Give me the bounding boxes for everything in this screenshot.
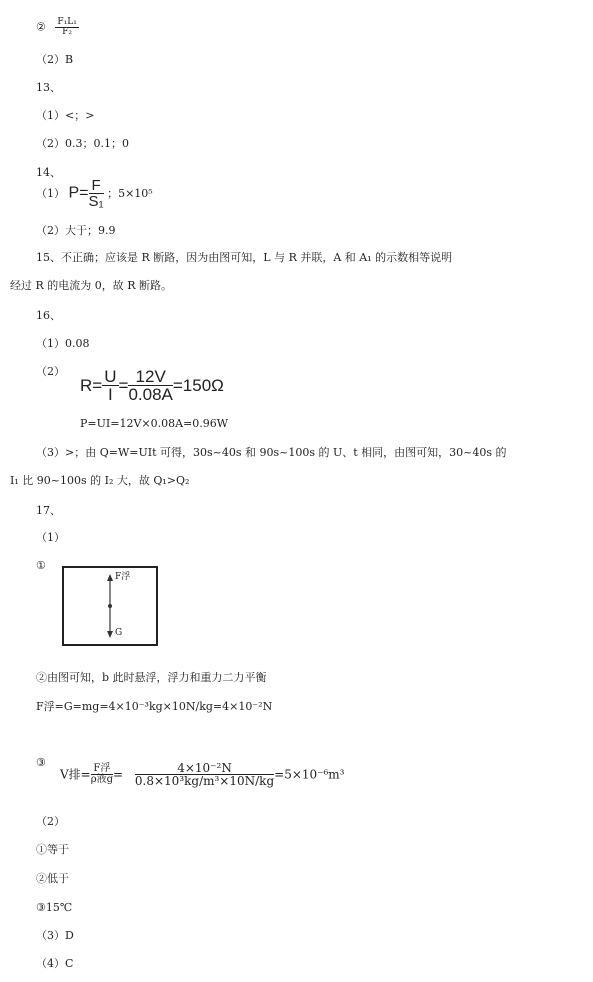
answer-label: （1） — [36, 531, 65, 544]
question-number: 14、 — [36, 166, 61, 179]
formula-lhs: P= — [68, 184, 89, 202]
arrow-up-icon — [107, 574, 113, 581]
formula-lhs: V排= — [60, 767, 91, 782]
fraction-numerator: F浮 — [91, 764, 113, 775]
answer-line: （3）D — [36, 929, 74, 942]
arrow-down-icon — [107, 631, 113, 638]
fraction-denominator: 0.8×10³kg/m³×10N/kg — [134, 774, 275, 788]
formula-lhs: R= — [80, 376, 103, 395]
buoyancy-label: F浮 — [115, 572, 131, 582]
formula-result: =150Ω — [172, 376, 224, 395]
answer-line: （4）C — [36, 957, 74, 970]
answer-line: ③15℃ — [36, 901, 73, 914]
formula-line: F浮=G=mg=4×10⁻³kg×10N/kg=4×10⁻²N — [36, 700, 273, 713]
question-number: 17、 — [36, 504, 61, 517]
paragraph-line: 经过 R 的电流为 0，故 R 断路。 — [10, 279, 173, 292]
formula-line: V排= $\frac{\text{F浮}}{\text{ρ液g}}$ = $\frac{\text{4×10⁻²N}}{\text{0.8×10³kg/m³×10N/kg}}$ =5×10⁻⁶m³ — [60, 761, 345, 788]
question-number: 16、 — [36, 309, 61, 322]
answer-line: （2）B — [36, 53, 74, 66]
answer-line: ①等于 — [36, 843, 69, 856]
fraction-denominator: F₂ — [62, 27, 73, 37]
answer-label: （1） — [36, 187, 65, 200]
circle-number: ③ — [36, 756, 46, 769]
answer-line: （1）<；> — [36, 109, 95, 122]
gravity-label: G — [115, 628, 123, 638]
fraction — [89, 178, 104, 209]
paragraph-line: 15、不正确；应该是 R 断路，因为由图可知，L 与 R 并联，A 和 A₁ 的示数相等说明 — [36, 251, 453, 264]
fraction-denominator: ρ液g — [90, 774, 114, 785]
fraction-denominator: I — [107, 385, 113, 404]
answer-label: （2） — [36, 365, 65, 378]
fraction-numerator: 12V — [128, 368, 172, 386]
force-diagram — [64, 568, 156, 644]
circle-number: ② — [36, 20, 46, 34]
formula-line — [36, 178, 153, 209]
answer-line: （2）大于；9.9 — [36, 224, 116, 237]
formula-line: P=UI=12V×0.08A=0.96W — [80, 417, 229, 430]
fraction — [91, 764, 113, 785]
answer-line: （1）0.08 — [36, 337, 90, 350]
formula-tail: ；5×10⁵ — [107, 187, 153, 200]
fraction-numerator: F₁L₁ — [57, 17, 77, 27]
answer-line-1 — [36, 18, 79, 37]
object-point — [108, 604, 112, 608]
paragraph-line: ②由图可知，b 此时悬浮，浮力和重力二力平衡 — [36, 671, 267, 684]
question-number: 13、 — [36, 81, 61, 94]
fraction-denominator: 0.08A — [128, 385, 173, 404]
fraction — [102, 368, 118, 403]
force-diagram-box — [62, 566, 158, 646]
answer-line: ②低于 — [36, 872, 69, 885]
fraction-numerator: U — [104, 367, 117, 386]
fraction-numerator: F — [89, 178, 104, 194]
paragraph-line: I₁ 比 90~100s 的 I₂ 大，故 Q₁>Q₂ — [10, 474, 190, 487]
fraction-numerator: 4×10⁻²N — [135, 762, 274, 775]
fraction-denominator: S₁ — [88, 193, 104, 210]
fraction — [135, 762, 274, 787]
fraction — [55, 18, 78, 37]
answer-label: （2） — [36, 815, 65, 828]
formula-result: =5×10⁻⁶m³ — [274, 767, 345, 782]
paragraph-line: （3）>；由 Q=W=UIt 可得，30s~40s 和 90s~100s 的 U、t 相同，由图可知，30~40s 的 — [36, 446, 507, 459]
formula-line: R= $\frac{U}{I}$ = $\frac{12V}{0.08A}$ =150Ω — [80, 367, 224, 404]
circle-number: ① — [36, 559, 46, 572]
answer-line: （2）0.3；0.1；0 — [36, 137, 129, 150]
fraction — [128, 368, 172, 403]
